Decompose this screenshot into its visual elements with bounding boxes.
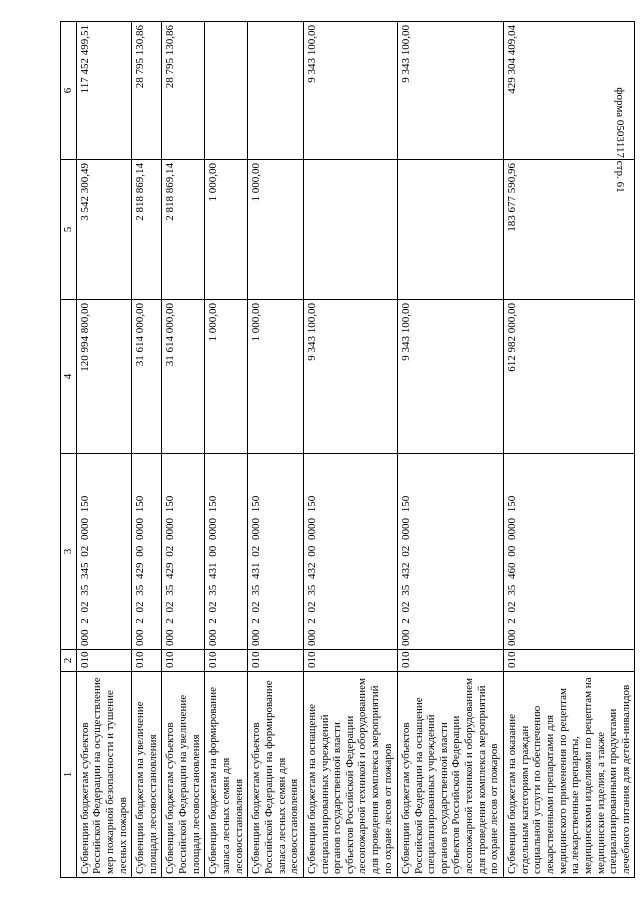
row-budget-code: 000 2 02 35 429 02 0000 150 xyxy=(162,454,205,650)
column-header-3: 3 xyxy=(61,454,77,650)
table-row xyxy=(205,22,248,878)
row-executed: 1 000,00 xyxy=(248,160,304,300)
row-line-code: 010 xyxy=(76,650,132,672)
row-unexecuted: 9 343 100,00 xyxy=(397,22,503,160)
row-executed: 1 000,00 xyxy=(205,160,248,300)
row-description: Субвенции бюджетам субъектов Российской Федерации на оснащение специализированных учреждений органов государственной власти субъектов Российской Федерации лесопожарной техникой и оборудованием для проведения комплекса мероприятий по охране лесов от пожаров xyxy=(397,672,503,878)
row-approved: 31 614 000,00 xyxy=(162,300,205,454)
column-header-1: 1 xyxy=(61,672,77,878)
table-row xyxy=(504,22,635,878)
row-budget-code: 000 2 02 35 432 00 0000 150 xyxy=(303,454,397,650)
row-executed: 2 818 869,14 xyxy=(162,160,205,300)
row-unexecuted: 28 795 130,86 xyxy=(162,22,205,160)
budget-table xyxy=(60,21,635,878)
row-executed xyxy=(303,160,397,300)
row-description: Субвенции бюджетам на оказание отдельным категориям граждан социальной услуги по обеспечению лекарственными препаратами для медицинского применения по рецептам на лекарственные препараты, медицинскими изделиями по рецептам на медицинские изделия, а также специализированными продуктами лечебного питания для детей-инвалидов xyxy=(504,672,635,878)
row-executed: 3 542 300,49 xyxy=(76,160,132,300)
row-description: Субвенции бюджетам на оснащение специализированных учреждений органов государственной власти субъектов Российской Федерации лесопожарной техникой и оборудованием для проведения комплекса мероприятий по охране лесов от пожаров xyxy=(303,672,397,878)
row-approved: 9 343 100,00 xyxy=(303,300,397,454)
row-approved: 31 614 000,00 xyxy=(132,300,162,454)
table-row xyxy=(132,22,162,878)
row-line-code: 010 xyxy=(397,650,503,672)
row-budget-code: 000 2 02 35 431 02 0000 150 xyxy=(248,454,304,650)
row-unexecuted: 28 795 130,86 xyxy=(132,22,162,160)
row-unexecuted: 117 452 499,51 xyxy=(76,22,132,160)
row-description: Субвенции бюджетам субъектов Российской Федерации на формирование запаса лесных семян для лесовосстановления xyxy=(248,672,304,878)
row-executed: 2 818 869,14 xyxy=(132,160,162,300)
row-line-code: 010 xyxy=(205,650,248,672)
row-line-code: 010 xyxy=(248,650,304,672)
row-executed xyxy=(397,160,503,300)
row-approved: 1 000,00 xyxy=(248,300,304,454)
row-budget-code: 000 2 02 35 460 00 0000 150 xyxy=(504,454,635,650)
row-unexecuted xyxy=(205,22,248,160)
table-row xyxy=(397,22,503,878)
table-row xyxy=(76,22,132,878)
row-executed: 183 677 590,96 xyxy=(504,160,635,300)
row-description: Субвенции бюджетам на увеличение площади лесовосстановления xyxy=(132,672,162,878)
row-line-code: 010 xyxy=(303,650,397,672)
form-label: форма 0503117 стр. 61 xyxy=(614,87,626,193)
table-row xyxy=(248,22,304,878)
row-budget-code: 000 2 02 35 431 00 0000 150 xyxy=(205,454,248,650)
row-approved: 120 994 800,00 xyxy=(76,300,132,454)
table-row xyxy=(162,22,205,878)
row-budget-code: 000 2 02 35 432 02 0000 150 xyxy=(397,454,503,650)
column-header-2: 2 xyxy=(61,650,77,672)
column-header-4: 4 xyxy=(61,300,77,454)
row-description: Субвенции бюджетам субъектов Российской Федерации на осуществление мер пожарной безопасности и тушение лесных пожаров xyxy=(76,672,132,878)
row-unexecuted: 429 304 409,04 xyxy=(504,22,635,160)
row-description: Субвенции бюджетам на формирование запаса лесных семян для лесовосстановления xyxy=(205,672,248,878)
row-approved: 612 982 000,00 xyxy=(504,300,635,454)
row-line-code: 010 xyxy=(504,650,635,672)
row-unexecuted: 9 343 100,00 xyxy=(303,22,397,160)
row-budget-code: 000 2 02 35 345 02 0000 150 xyxy=(76,454,132,650)
row-description: Субвенции бюджетам субъектов Российской Федерации на увеличение площади лесовосстановления xyxy=(162,672,205,878)
row-line-code: 010 xyxy=(162,650,205,672)
row-approved: 9 343 100,00 xyxy=(397,300,503,454)
column-header-5: 5 xyxy=(61,160,77,300)
row-approved: 1 000,00 xyxy=(205,300,248,454)
row-unexecuted xyxy=(248,22,304,160)
row-budget-code: 000 2 02 35 429 00 0000 150 xyxy=(132,454,162,650)
column-header-6: 6 xyxy=(61,22,77,160)
table-row xyxy=(303,22,397,878)
column-header-row xyxy=(61,22,77,878)
row-line-code: 010 xyxy=(132,650,162,672)
